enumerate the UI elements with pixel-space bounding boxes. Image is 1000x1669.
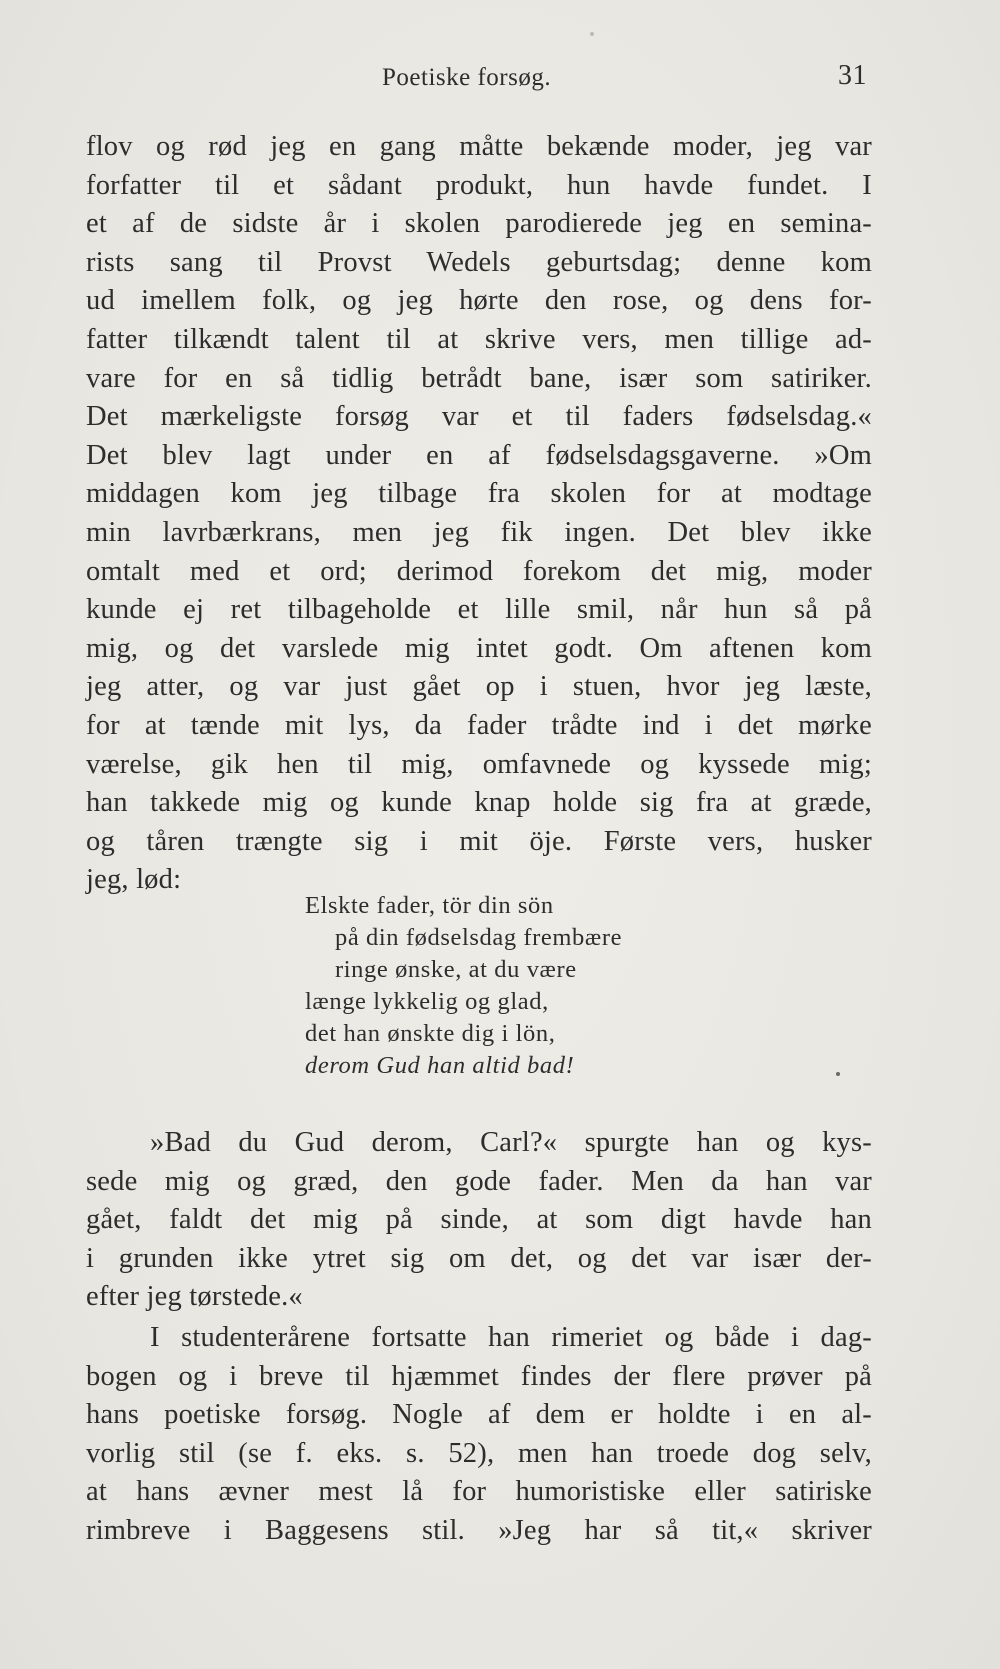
paragraph-2 [86,1124,872,1317]
text-line: Det blev lagt under en af fødselsdagsgaverne. »Om [86,439,872,471]
text-line: et af de sidste år i skolen parodierede jeg en semina- [86,208,872,240]
verse-line: længe lykkelig og glad, [305,988,549,1015]
text-line: flov og rød jeg en gang måtte bekænde moder, jeg var [86,131,872,162]
text-line: omtalt med et ord; derimod forekom det mig, moder [86,555,872,587]
text-line: min lavrbærkrans, men jeg fik ingen. Det blev ikke [86,516,872,548]
paragraph-1 [86,128,872,900]
text-line: middagen kom jeg tilbage fra skolen for at modtage [86,478,872,510]
text-line: at hans ævner mest lå for humoristiske eller satiriske [86,1476,872,1508]
text-line: i grunden ikke ytret sig om det, og det var især der- [86,1242,872,1274]
text-line: kunde ej ret tilbageholde et lille smil, når hun så på [86,594,872,626]
text-line: værelse, gik hen til mig, omfavnede og kyssede mig; [86,748,872,780]
text-line: gået, faldt det mig på sinde, at som digt havde han [86,1204,872,1236]
text-line: I studenterårene fortsatte han rimeriet og både i dag- [150,1322,872,1353]
verse-line: det han ønskte dig i lön, [305,1020,556,1047]
text-line: jeg atter, og var just gået op i stuen, hvor jeg læste, [86,671,872,703]
paragraph-3 [86,1319,872,1551]
verse-line: derom Gud han altid bad! [305,1052,575,1079]
text-line: vorlig stil (se f. eks. s. 52), men han troede dog selv, [86,1437,872,1469]
verse-line: på din fødselsdag frembære [335,924,623,951]
text-line: rimbreve i Baggesens stil. »Jeg har så tit,« skriver [86,1514,872,1546]
text-line: vare for en så tidlig betrådt bane, især som satiriker. [86,362,872,394]
text-line: sede mig og græd, den gode fader. Men da han var [86,1165,872,1197]
verse-line: ringe ønske, at du være [335,956,577,983]
text-line: Det mærkeligste forsøg var et til faders fødselsdag.« [86,401,872,433]
print-speck [836,1072,840,1076]
text-line: fatter tilkændt talent til at skrive vers, men tillige ad- [86,323,872,355]
running-head-title: Poetiske forsøg. [382,64,552,91]
text-line: efter jeg tørstede.« [86,1281,303,1313]
page-number: 31 [838,60,867,91]
text-line: mig, og det varslede mig intet godt. Om aftenen kom [86,632,872,664]
text-line: for at tænde mit lys, da fader trådte ind i det mørke [86,709,872,741]
verse-line: Elskte fader, tör din sön [305,892,554,919]
text-line: jeg, lød: [86,864,182,896]
text-line: forfatter til et sådant produkt, hun havde fundet. I [86,169,872,201]
print-speck [590,32,594,36]
text-line: rists sang til Provst Wedels geburtsdag; denne kom [86,246,872,278]
running-head [0,60,1000,100]
text-line: hans poetiske forsøg. Nogle af dem er holdte i en al- [86,1399,872,1431]
text-line: bogen og i breve til hjæmmet findes der flere prøver på [86,1360,872,1392]
text-line: han takkede mig og kunde knap holde sig fra at græde, [86,787,872,819]
text-line: »Bad du Gud derom, Carl?« spurgte han og kys- [150,1127,872,1158]
text-line: og tåren trængte sig i mit öje. Første vers, husker [86,825,872,857]
text-line: ud imellem folk, og jeg hørte den rose, og dens for- [86,285,872,317]
